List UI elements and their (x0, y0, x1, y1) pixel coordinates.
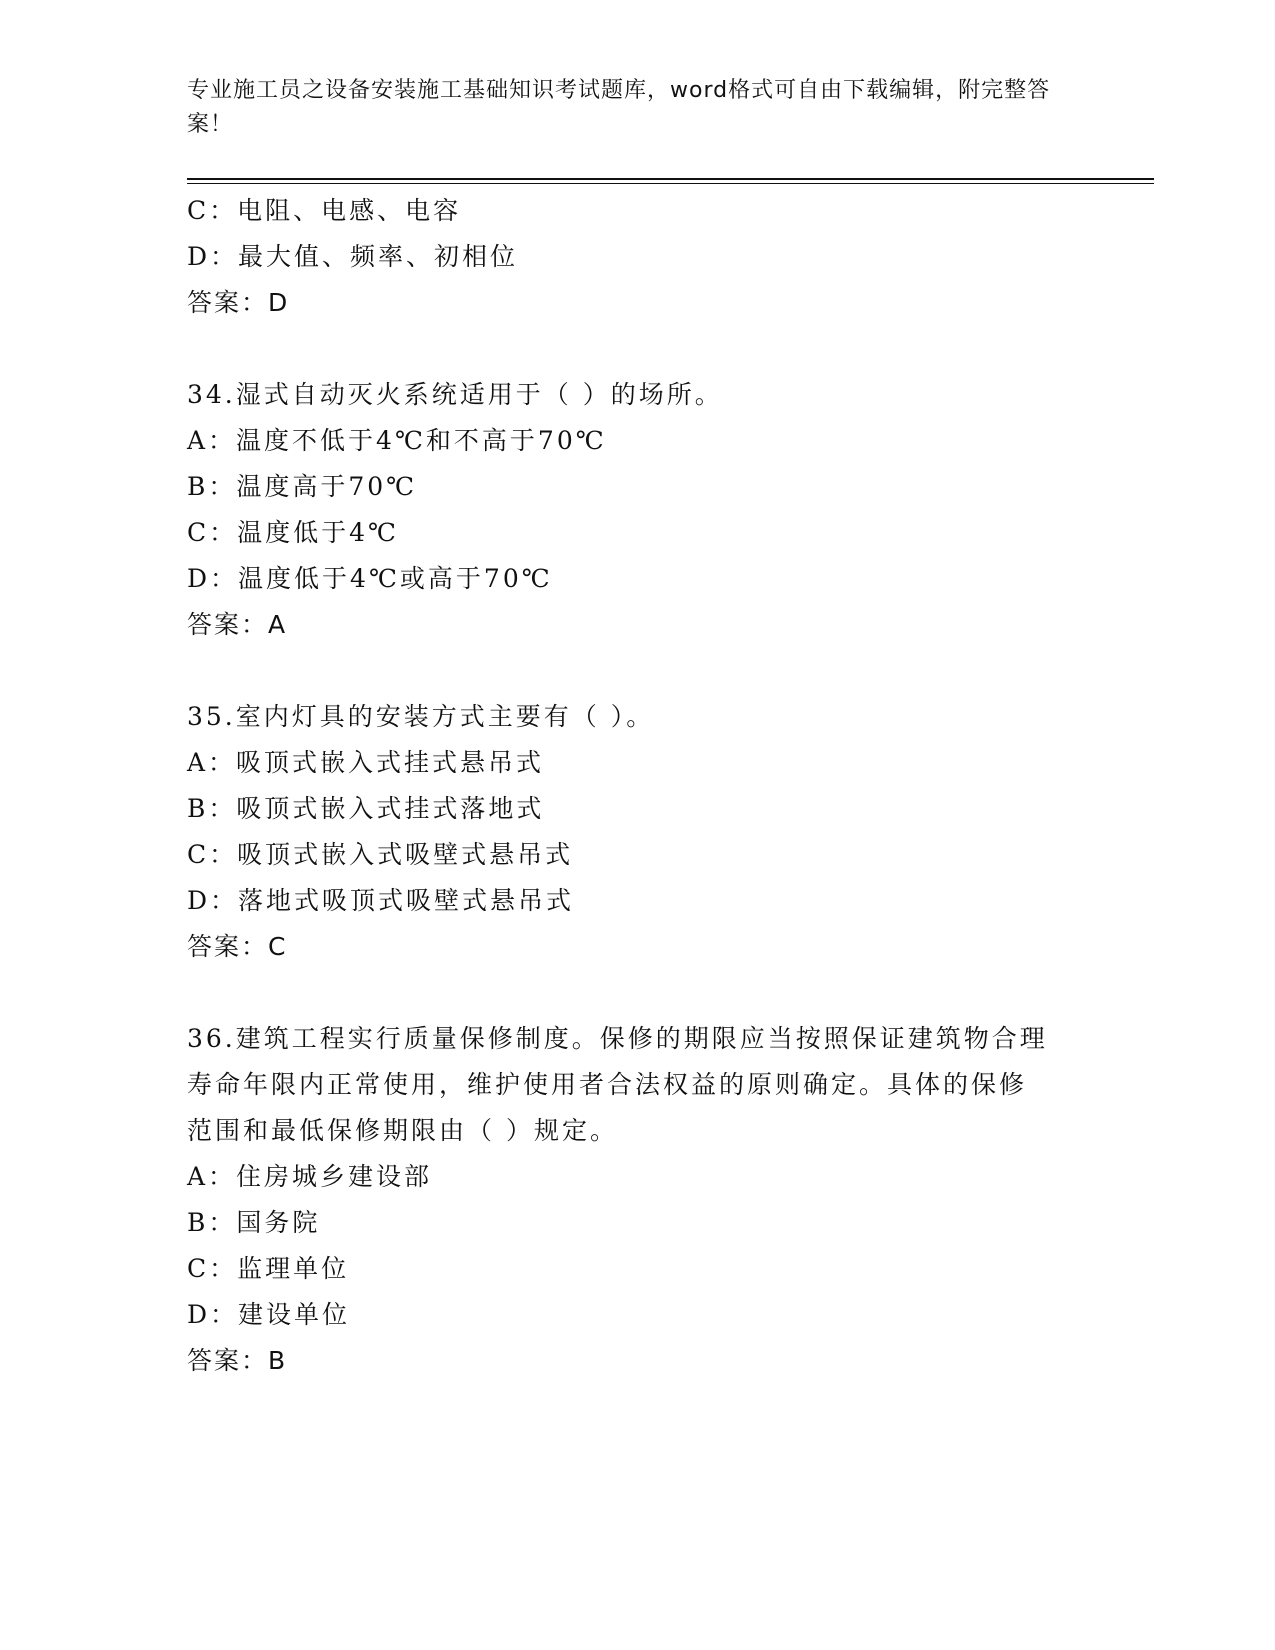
option-b: B：国务院 (187, 1208, 321, 1237)
question-stem-line: 36.建筑工程实行质量保修制度。保修的期限应当按照保证建筑物合理 (187, 1024, 1048, 1053)
spacer (187, 648, 1087, 694)
option-c: C：温度低于4℃ (187, 518, 400, 547)
answer: 答案：A (187, 610, 288, 639)
option-c: C：吸顶式嵌入式吸壁式悬吊式 (187, 840, 574, 869)
option-d: D：建设单位 (187, 1300, 351, 1329)
option-a: A：吸顶式嵌入式挂式悬吊式 (187, 748, 545, 777)
answer: 答案：B (187, 1346, 288, 1375)
question-stem: 35.室内灯具的安装方式主要有（ ）。 (187, 702, 655, 731)
question-stem: 34.湿式自动灭火系统适用于（ ）的场所。 (187, 380, 723, 409)
option-b: B：吸顶式嵌入式挂式落地式 (187, 794, 545, 823)
header-divider (187, 178, 1154, 184)
question-stem-line: 寿命年限内正常使用，维护使用者合法权益的原则确定。具体的保修 (187, 1070, 1028, 1099)
option-d: D：落地式吸顶式吸壁式悬吊式 (187, 886, 575, 915)
spacer (187, 970, 1087, 1016)
document-body (187, 188, 1087, 1384)
page-header: 专业施工员之设备安装施工基础知识考试题库，word格式可自由下载编辑，附完整答案！ (187, 78, 1051, 137)
question-stem-line: 范围和最低保修期限由（ ）规定。 (187, 1116, 618, 1145)
option-a: A：住房城乡建设部 (187, 1162, 433, 1191)
option-d: D：温度低于4℃或高于70℃ (187, 564, 553, 593)
option-a: A：温度不低于4℃和不高于70℃ (187, 426, 607, 455)
option-d: D：最大值、频率、初相位 (187, 242, 519, 271)
option-b: B：温度高于70℃ (187, 472, 418, 501)
option-c: C：监理单位 (187, 1254, 350, 1283)
option-c: C：电阻、电感、电容 (187, 196, 462, 225)
spacer (187, 326, 1087, 372)
answer: 答案：D (187, 288, 290, 317)
answer: 答案：C (187, 932, 288, 961)
